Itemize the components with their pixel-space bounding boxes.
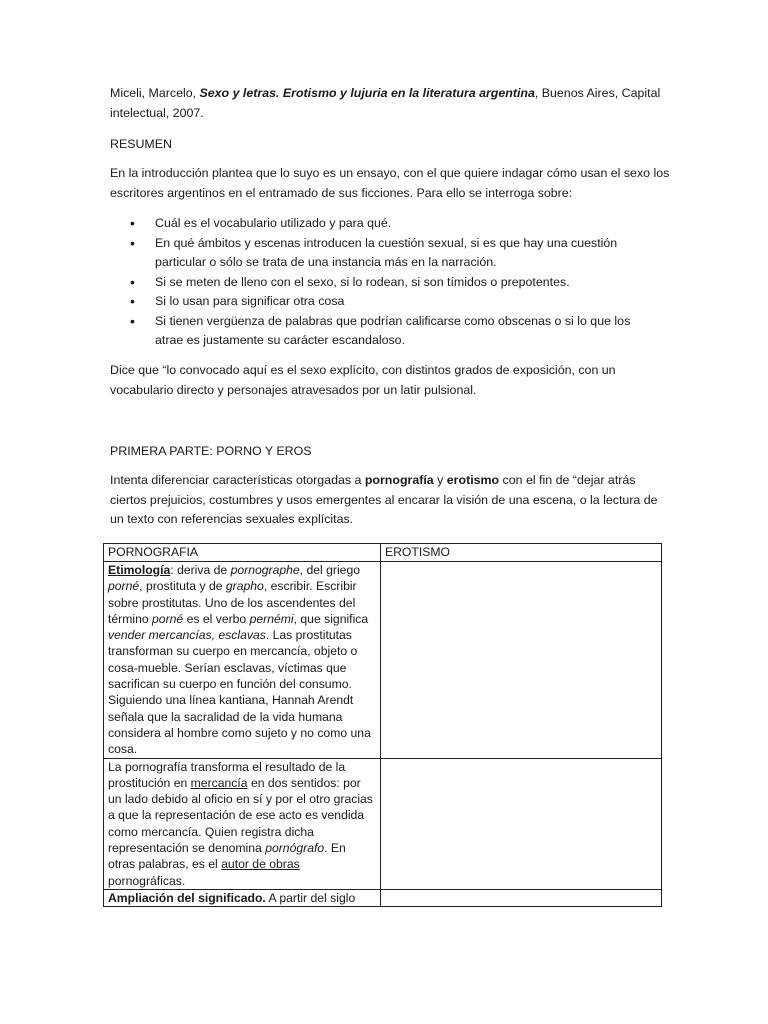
- cell-empty: [381, 562, 662, 759]
- list-item: • Si se meten de lleno con el sexo, si lo rodean, si son tímidos o prepotentes.: [130, 273, 660, 293]
- list-item: • En qué ámbitos y escenas introducen la cuestión sexual, si es que hay una cuestión particular o sólo se trata de una instancia más en la narración.: [130, 234, 660, 273]
- list-item: • Si lo usan para significar otra cosa: [130, 292, 660, 312]
- keyword-pornografia: pornografía: [364, 473, 434, 487]
- cell-empty: [381, 889, 662, 906]
- list-item: • Si tienen vergüenza de palabras que podrían calificarse como obscenas o si lo que los atrae es justamente su carácter escandaloso.: [130, 312, 660, 351]
- cell-empty: [381, 758, 662, 889]
- quote-paragraph: Dice que “lo convocado aquí es el sexo explícito, con distintos grados de exposición, con un vocabulario directo y personajes atravesados por un latir pulsional.: [110, 363, 616, 397]
- cell-label: Ampliación del significado.: [108, 890, 266, 905]
- cell-mercancia: La pornografía transforma el resultado de la prostitución en mercancía en dos sentidos: por un lado debido al oficio en sí y por el otro gracias a que la representación de ese acto es vendida como mercancía. Quien registra dicha representación se denomina pornógrafo. En otras palabras, es el autor de obras pornográficas.: [104, 758, 381, 889]
- cell-label: Etimología: [108, 563, 171, 577]
- citation-publisher: , Buenos Aires, Capital intelectual, 2007.: [110, 86, 661, 120]
- summary-heading: RESUMEN: [110, 137, 172, 151]
- cell-ampliacion: Ampliación del significado. A partir del siglo: [104, 889, 381, 906]
- citation-title: Sexo y letras. Erotismo y lujuria en la literatura argentina: [199, 86, 535, 100]
- questions-list: [130, 214, 660, 351]
- table-row: [104, 562, 662, 759]
- intro-paragraph: En la introducción plantea que lo suyo es un ensayo, con el que quiere indagar cómo usan el sexo los escritores argentinos en el entramado de sus ficciones. Para ello se interroga sobre:: [110, 166, 670, 200]
- part-one-title: PRIMERA PARTE: PORNO Y EROS: [110, 444, 312, 458]
- citation-author: Miceli, Marcelo,: [110, 86, 200, 100]
- list-item: • Cuál es el vocabulario utilizado y para qué.: [130, 214, 660, 234]
- comparison-table: [103, 543, 662, 907]
- column-header-pornografia: PORNOGRAFIA: [104, 544, 381, 562]
- table-row: [104, 889, 662, 906]
- cell-etimologia: Etimología: deriva de pornographe, del griego porné, prostituta y de grapho, escribir. Escribir sobre prostitutas. Uno de los ascendentes del término porné es el verbo pernémi, que significa vender mercancías, esclavas. Las prostitutas transforman su cuerpo en mercancía, objeto o cosa-mueble. Serían esclavas, víctimas que sacrifican su cuerpo en función del consumo. Siguiendo una línea kantiana, Hannah Arendt señala que la sacralidad de la vida humana considera al hombre como sujeto y no como una cosa.: [104, 562, 381, 759]
- part-one-intro: Intenta diferenciar características otorgadas a pornografía y erotismo con el fin de “dejar atrás ciertos prejuicios, costumbres y usos emergentes al encarar la visión de una escena, o la lectura de un texto con referencias sexuales explícitas.: [110, 473, 658, 526]
- bibliographic-citation: [110, 84, 670, 123]
- table-header-row: [104, 544, 662, 562]
- table-row: [104, 758, 662, 889]
- column-header-erotismo: EROTISMO: [381, 544, 662, 562]
- keyword-erotismo: erotismo: [446, 473, 500, 487]
